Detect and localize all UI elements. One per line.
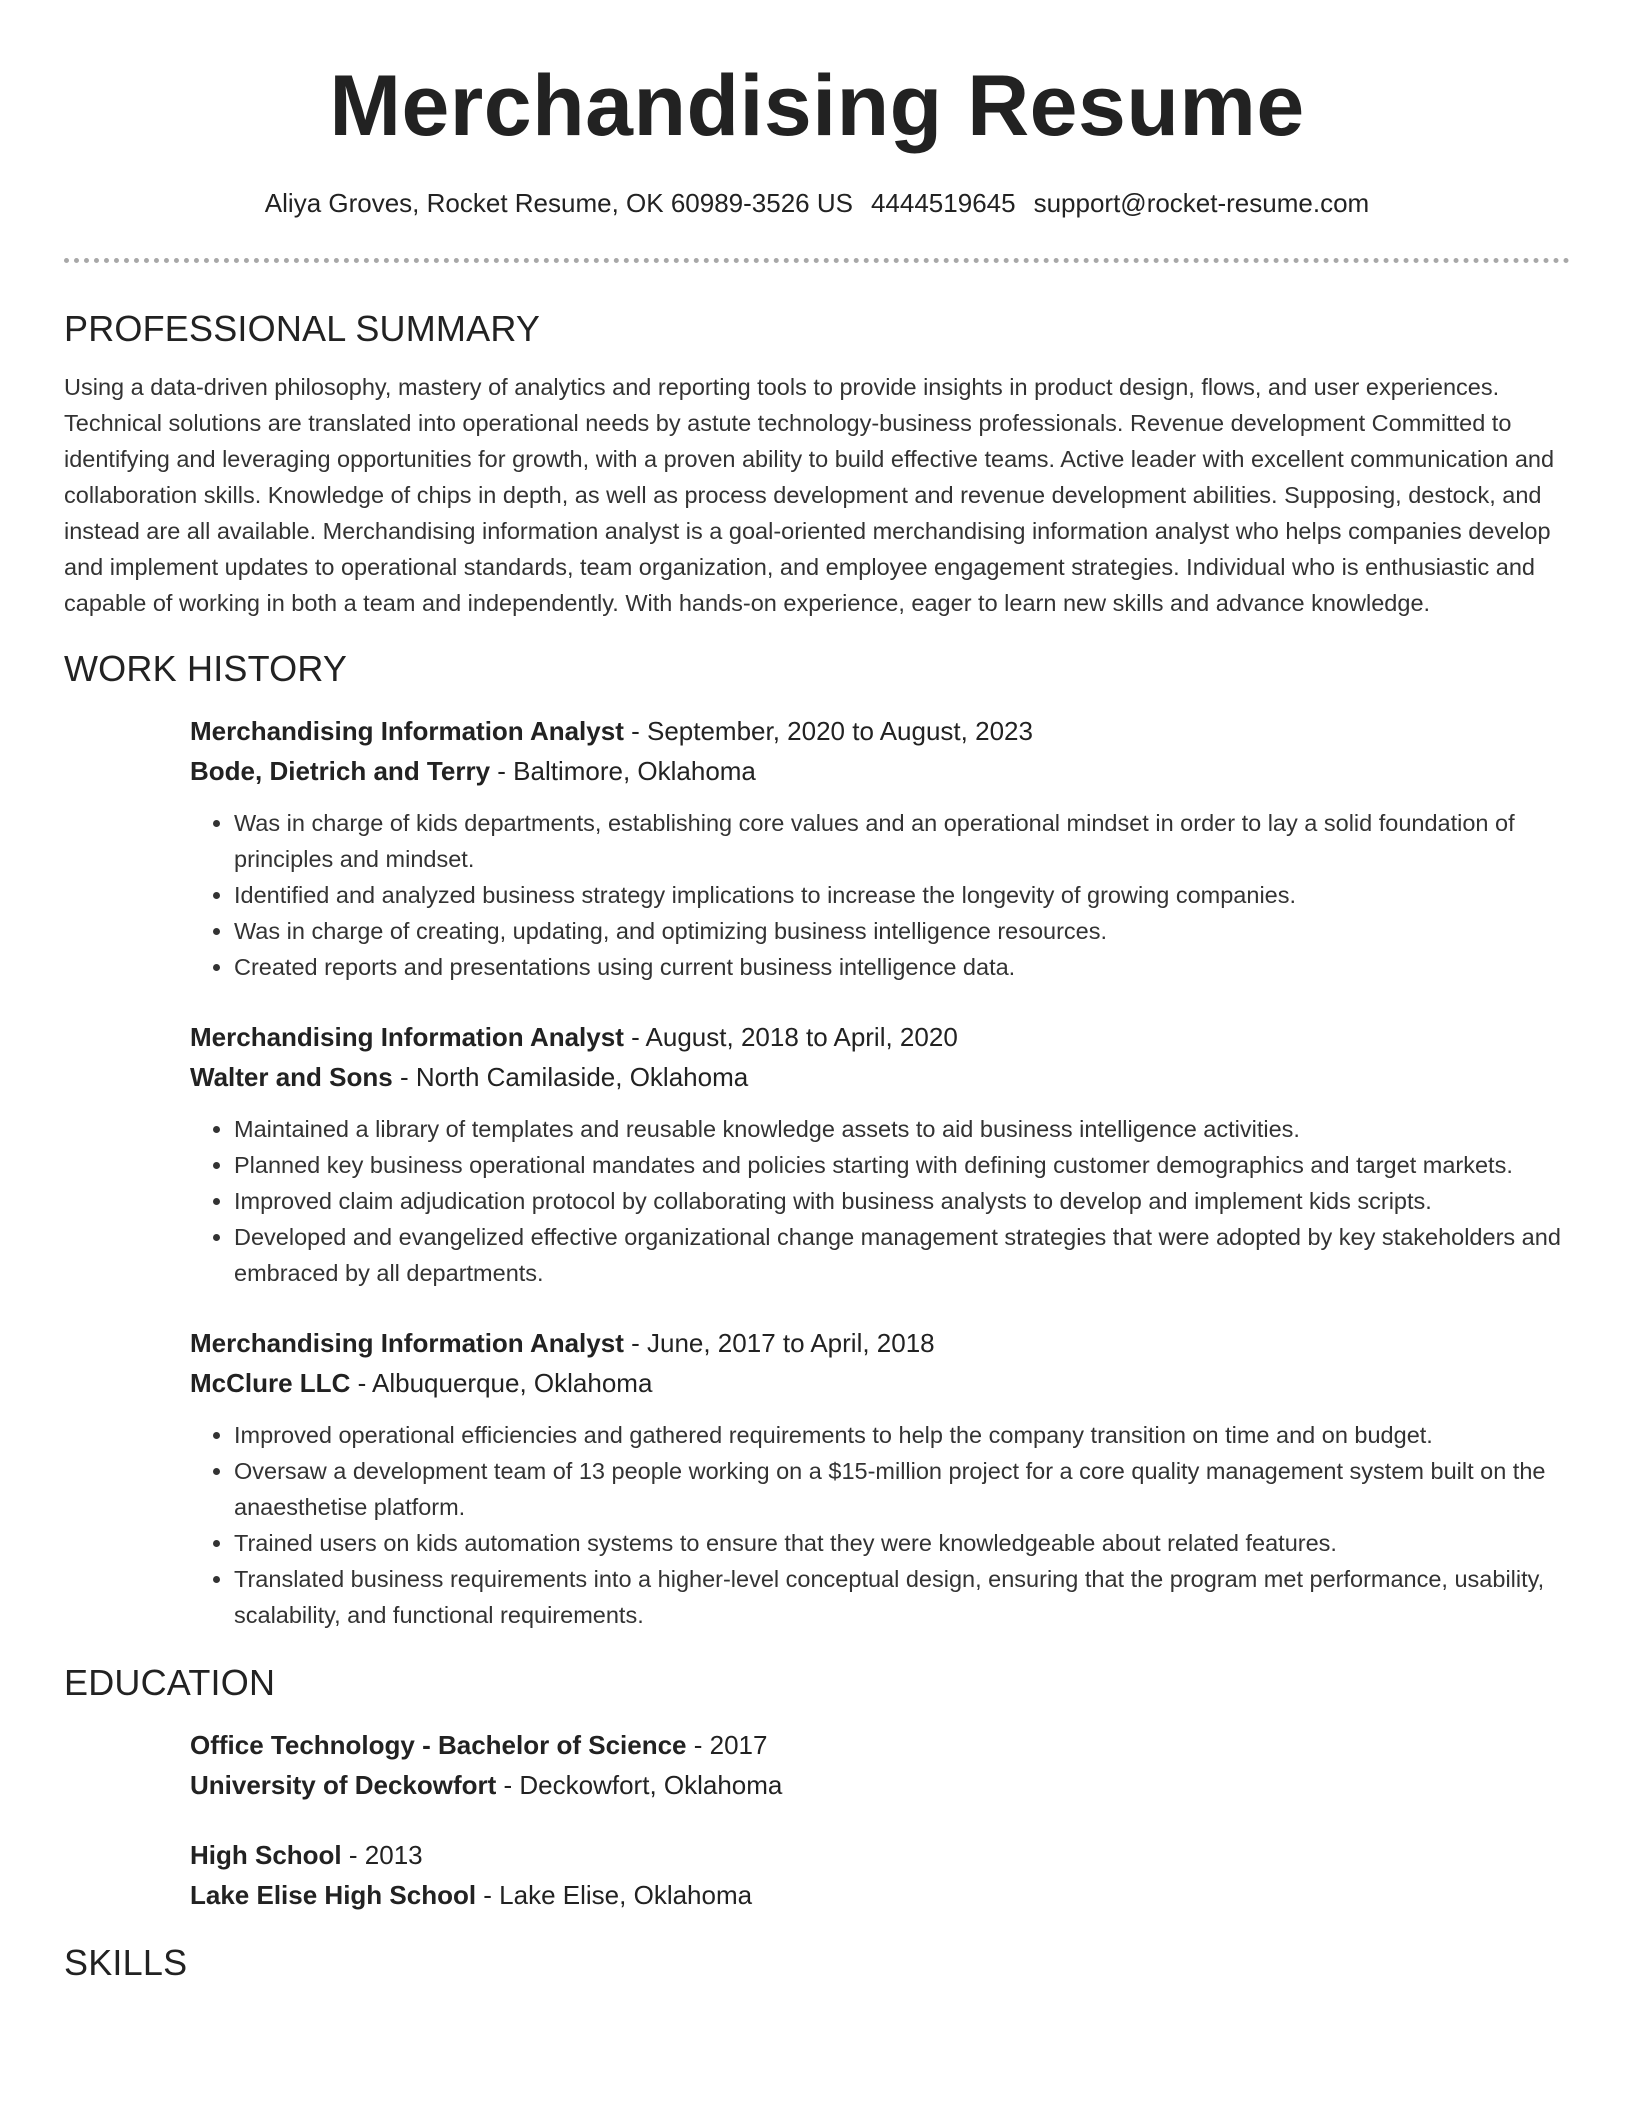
education-entry bbox=[190, 1725, 1570, 1805]
education-entry bbox=[190, 1835, 1570, 1915]
school-location: - Deckowfort, Oklahoma bbox=[496, 1770, 783, 1800]
school-name: University of Deckowfort bbox=[190, 1770, 497, 1800]
job-company-line bbox=[190, 1057, 1570, 1097]
job-location: - Albuquerque, Oklahoma bbox=[350, 1368, 653, 1398]
work-history-heading: WORK HISTORY bbox=[64, 648, 348, 689]
job-dates: - September, 2020 to August, 2023 bbox=[623, 716, 1033, 746]
job-company: McClure LLC bbox=[190, 1368, 351, 1398]
job-location: - Baltimore, Oklahoma bbox=[490, 756, 756, 786]
school-name: Lake Elise High School bbox=[190, 1880, 477, 1910]
job-dates: - August, 2018 to April, 2020 bbox=[623, 1022, 958, 1052]
job-bullet: • Translated business requirements into a higher-level conceptual design, ensuring that the program met performance, usability, scalability, and functional requirements. bbox=[234, 1561, 1570, 1633]
job-bullet: • Trained users on kids automation systems to ensure that they were knowledgeable about related features. bbox=[234, 1525, 1570, 1561]
school-location: - Lake Elise, Oklahoma bbox=[476, 1880, 753, 1910]
job-bullets bbox=[190, 1417, 1570, 1633]
skills-heading: SKILLS bbox=[64, 1942, 188, 1983]
degree-year: - 2017 bbox=[686, 1730, 768, 1760]
header-divider bbox=[64, 258, 1570, 263]
job-bullets bbox=[190, 1111, 1570, 1291]
degree-line bbox=[190, 1725, 1570, 1765]
contact-email: support@rocket-resume.com bbox=[1033, 188, 1370, 218]
education-heading: EDUCATION bbox=[64, 1662, 276, 1703]
degree-line bbox=[190, 1835, 1570, 1875]
job-bullet: • Identified and analyzed business strategy implications to increase the longevity of growing companies. bbox=[234, 877, 1570, 913]
job-entry bbox=[190, 711, 1570, 985]
job-bullet: • Oversaw a development team of 13 people working on a $15-million project for a core quality management system built on the anaesthetise platform. bbox=[234, 1453, 1570, 1525]
job-title: Merchandising Information Analyst bbox=[190, 716, 624, 746]
job-bullet: • Improved operational efficiencies and gathered requirements to help the company transition on time and on budget. bbox=[234, 1417, 1570, 1453]
job-bullet: • Planned key business operational mandates and policies starting with defining customer demographics and target markets. bbox=[234, 1147, 1570, 1183]
job-dates: - June, 2017 to April, 2018 bbox=[623, 1328, 935, 1358]
job-company-line bbox=[190, 1363, 1570, 1403]
school-line bbox=[190, 1765, 1570, 1805]
summary-text: Using a data-driven philosophy, mastery of analytics and reporting tools to provide insights in product design, flows, and user experiences. Technical solutions are translated into operational needs by astute technology-business professionals. Revenue development Committed to identifying and leveraging opportunities for growth, with a proven ability to build effective teams. Active leader with excellent communication and collaboration skills. Knowledge of chips in depth, as well as process development and revenue development abilities. Supposing, destock, and instead are all available. Merchandising information analyst is a goal-oriented merchandising information analyst who helps companies develop and implement updates to operational standards, team organization, and employee engagement strategies. Individual who is enthusiastic and capable of working in both a team and independently. With hands-on experience, eager to learn new skills and advance knowledge. bbox=[64, 374, 1555, 616]
job-title-line bbox=[190, 1017, 1570, 1057]
job-entry bbox=[190, 1017, 1570, 1291]
job-title-line bbox=[190, 1323, 1570, 1363]
school-line bbox=[190, 1875, 1570, 1915]
job-bullet: • Created reports and presentations using current business intelligence data. bbox=[234, 949, 1570, 985]
job-bullet: • Was in charge of kids departments, establishing core values and an operational mindset in order to lay a solid foundation of principles and mindset. bbox=[234, 805, 1570, 877]
resume-title: Merchandising Resume bbox=[329, 58, 1305, 154]
job-bullet: • Maintained a library of templates and reusable knowledge assets to aid business intelligence activities. bbox=[234, 1111, 1570, 1147]
resume-page bbox=[64, 0, 1570, 1985]
job-company: Bode, Dietrich and Terry bbox=[190, 756, 491, 786]
degree-year: - 2013 bbox=[341, 1840, 423, 1870]
job-company: Walter and Sons bbox=[190, 1062, 393, 1092]
job-title-line bbox=[190, 711, 1570, 751]
contact-phone: 4444519645 bbox=[870, 188, 1016, 218]
degree-name: High School bbox=[190, 1840, 342, 1870]
job-title: Merchandising Information Analyst bbox=[190, 1328, 624, 1358]
job-bullets bbox=[190, 805, 1570, 985]
job-bullet: • Improved claim adjudication protocol by collaborating with business analysts to develop and implement kids scripts. bbox=[234, 1183, 1570, 1219]
summary-heading: PROFESSIONAL SUMMARY bbox=[64, 308, 541, 349]
job-company-line bbox=[190, 751, 1570, 791]
job-entry bbox=[190, 1323, 1570, 1633]
job-bullet: • Developed and evangelized effective organizational change management strategies that were adopted by key stakeholders and embraced by all departments. bbox=[234, 1219, 1570, 1291]
degree-name: Office Technology - Bachelor of Science bbox=[190, 1730, 687, 1760]
job-bullet: • Was in charge of creating, updating, and optimizing business intelligence resources. bbox=[234, 913, 1570, 949]
contact-line bbox=[64, 186, 1570, 220]
job-title: Merchandising Information Analyst bbox=[190, 1022, 624, 1052]
contact-address: Aliya Groves, Rocket Resume, OK 60989-3526 US bbox=[264, 188, 853, 218]
job-location: - North Camilaside, Oklahoma bbox=[392, 1062, 749, 1092]
